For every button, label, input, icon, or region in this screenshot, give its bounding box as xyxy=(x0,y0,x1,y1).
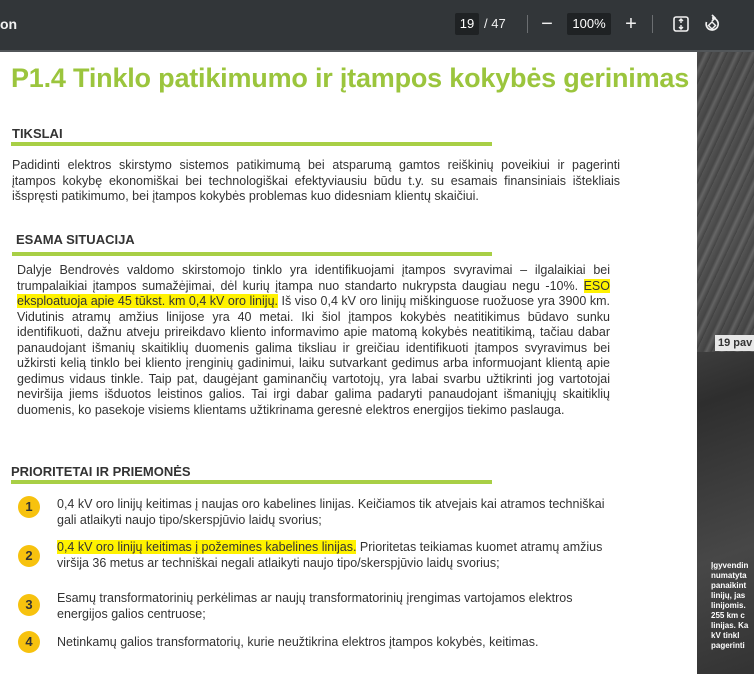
list-item: 0,4 kV oro linijų keitimas į naujas oro kabelines linijas. Keičiamos tik atvejais kai atramos techniškai gali atlaikyti naujo tipo/skerspjūvio laidų svorius; xyxy=(57,497,605,527)
situacija-paragraph: Dalyje Bendrovės valdomo skirstomojo tinklo yra identifikuojami įtampos svyravimai – ilgalaikiai bei trumpalaikiai įtampos sumažėjimai, dėl kurių įtampa nuo standarto nukrypsta daugiau negu -10%. ESO eksploatuoja apie 45 tūkst. km 0,4 kV oro linijų. Iš viso 0,4 kV oro linijų miškinguose ruožuose yra 3900 km. Vidutinis atramų amžius linijose yra 40 metai. Iki šiol įtampos kokybės neatitikimus būdavo sunku identifikuoti, dažnu atveju prireikdavo kliento informavimo apie matomą kokybės neatitikimą, tačiau dabar panaudojant išmanių skaitiklių duomenis galima tiksliau ir greičiau identifikuoti įtampos svyravimus bei užkirsti kelią tinklo bei kliento įrenginių gadinimui, laiku sutvarkant gedimus arba informuojant klientą apie gedimus vidaus tinkle. Taip pat, daugėjant gaminančių vartotojų, yra labai svarbu užtikrinti jog vartotojai neviršija jiems išduotos leistinos galios. Tai irgi dabar galima padaryti panaudojant išmaniųjų skaitiklių duomenis, ko pasekoje visiems klientams užtikrinama geresnė elektros energijos tiekimo paslauga. xyxy=(17,263,610,417)
pdf-toolbar xyxy=(0,0,754,50)
section-rule xyxy=(11,142,492,146)
page-heading: P1.4 Tinklo patikimumo ir įtampos kokybės gerinimas xyxy=(11,63,690,93)
highlighted-text: ESO eksploatuoja apie 45 tūkst. km 0,4 kV oro linijų. xyxy=(17,278,610,308)
page-total: / 47 xyxy=(484,16,506,31)
document-title: on xyxy=(0,16,18,32)
zoom-out-button[interactable]: − xyxy=(541,13,553,35)
section-title-prioritetai: PRIORITETAI IR PRIEMONĖS xyxy=(11,464,191,479)
fit-page-icon xyxy=(672,15,690,33)
section-title-situacija: ESAMA SITUACIJA xyxy=(16,232,135,247)
list-number-badge: 1 xyxy=(18,496,40,518)
zoom-level-input[interactable]: 100% xyxy=(567,13,611,35)
side-text: Įgyvendin numatyta panaikint linijų, jas linijomis. 255 km c linijas. Ka kV tinkl pagerinti xyxy=(711,561,749,650)
list-number-badge: 2 xyxy=(18,545,40,567)
tikslai-paragraph: Padidinti elektros skirstymo sistemos patikimumą bei atsparumą gamtos reiškinių poveikiui ir pagerinti įtampos kokybę ekonomiškai bei technologiškai efektyviausiu būdu t.y. su esamais finansiniais ištekliais išspręsti patikimumo, bei įtampos kokybės problemas kuo didesniam klientų skaičiui. xyxy=(12,158,620,203)
rotate-icon xyxy=(702,14,722,34)
list-item: Netinkamų galios transformatorių, kurie neužtikrina elektros įtampos kokybės, keitimas. xyxy=(57,635,539,649)
section-rule xyxy=(11,480,492,484)
section-title-tikslai: TIKSLAI xyxy=(12,126,63,141)
highlighted-text: 0,4 kV oro linijų keitimas į požemines kabelines linijas. xyxy=(57,540,357,554)
list-item: 0,4 kV oro linijų keitimas į požemines kabelines linijas. Prioritetas teikiamas kuomet atramų amžius viršija 36 metus ar techniškai negali atlaikyti naujo tipo/skerspjūvio laidų svorius; xyxy=(57,540,603,570)
toolbar-divider xyxy=(527,15,528,33)
page-number-input[interactable]: 19 xyxy=(455,13,479,35)
list-number-badge: 3 xyxy=(18,594,40,616)
section-rule xyxy=(12,252,492,256)
rotate-button[interactable] xyxy=(699,11,725,37)
fit-to-page-button[interactable] xyxy=(668,11,694,37)
list-number-badge: 4 xyxy=(18,631,40,653)
toolbar-divider xyxy=(652,15,653,33)
figure-caption: 19 pav xyxy=(715,335,754,351)
zoom-in-button[interactable]: + xyxy=(625,13,637,35)
list-item: Esamų transformatorinių perkėlimas ar naujų transformatorinių įrengimas vartojamos elektros energijos galios centruose; xyxy=(57,591,573,621)
